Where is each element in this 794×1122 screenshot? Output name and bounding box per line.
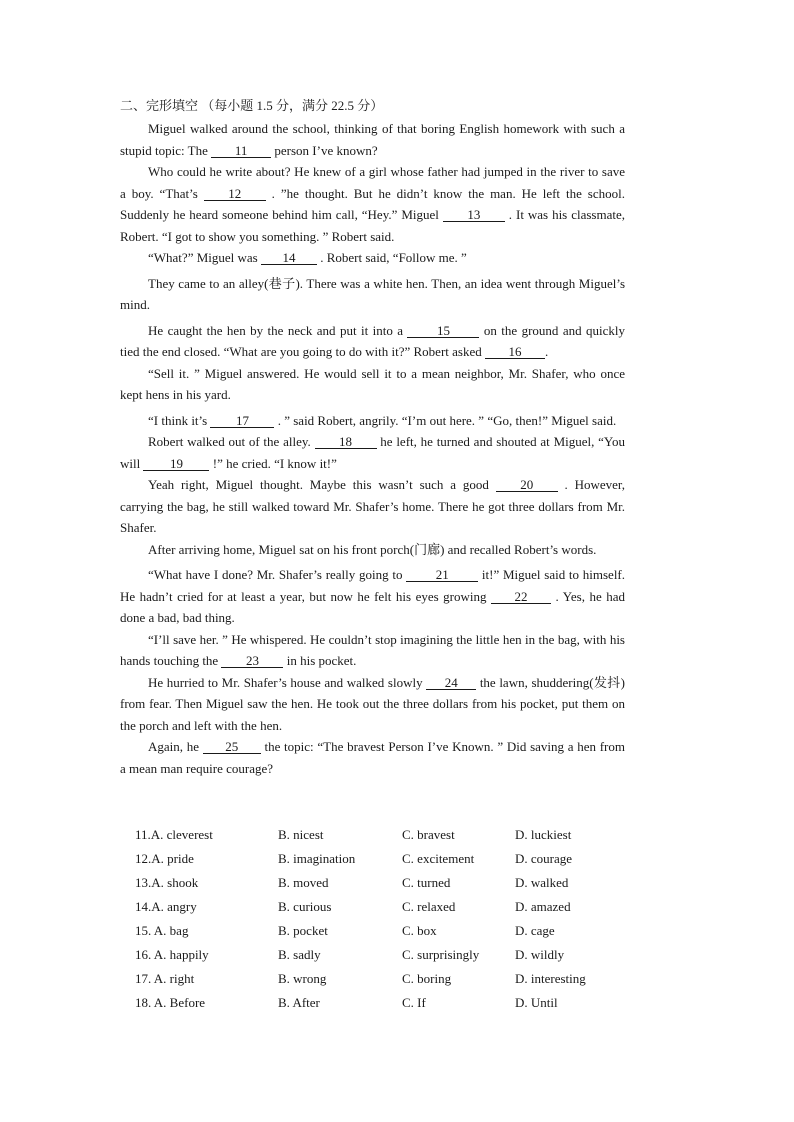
option-choice: D. wildly <box>515 947 565 962</box>
option-choice: B. wrong <box>278 971 327 986</box>
option-choice: C. excitement <box>402 851 475 866</box>
passage-paragraph <box>120 564 625 629</box>
passage-text: . Robert said, “Follow me. ” <box>316 250 467 265</box>
passage-paragraph <box>120 539 625 561</box>
option-choice: D. courage <box>515 851 573 866</box>
passage-text: “What?” Miguel was <box>148 250 261 265</box>
option-choice: D. amazed <box>515 899 571 914</box>
blank-11: 11 <box>211 144 271 158</box>
cloze-passage <box>120 118 625 779</box>
option-choice: D. walked <box>515 875 569 890</box>
option-choice: B. curious <box>278 899 332 914</box>
blank-15: 15 <box>407 324 479 338</box>
option-choice: D. Until <box>515 995 558 1010</box>
option-choice: D. interesting <box>515 971 586 986</box>
passage-text: He caught the hen by the neck and put it into a <box>148 322 408 338</box>
option-row <box>135 919 615 943</box>
passage-paragraph <box>120 118 625 161</box>
blank-18: 18 <box>315 435 377 449</box>
option-row <box>135 967 615 991</box>
option-choice: 17. A. right <box>135 971 195 986</box>
passage-text: Again, he <box>148 739 203 754</box>
option-choice: B. moved <box>278 875 329 890</box>
passage-text: on the ground and quickly tied the end closed. “What are you going to do with it?” Robert asked <box>120 322 625 359</box>
option-row <box>135 991 615 1015</box>
passage-paragraph <box>120 247 625 269</box>
passage-text: Robert walked out of the alley. <box>148 434 315 449</box>
passage-text: “Sell it. ” Miguel answered. He would sell it to a mean neighbor, Mr. Shafer, who once kept hens in his yard. <box>120 365 625 402</box>
passage-text: Miguel walked around the school, thinking of that boring English homework with such a stupid topic: The <box>120 121 625 158</box>
passage-text: !” he cried. “I know it!” <box>209 455 337 471</box>
passage-paragraph <box>120 629 625 672</box>
passage-text: . It was his classmate, Robert. “I got to show you something. ” Robert said. <box>120 207 625 244</box>
passage-text: it!” Miguel said to himself. He hadn’t cried for at least a year, but now he felt his eyes growing <box>120 567 626 604</box>
passage-text: “What have I done? Mr. Shafer’s really going to <box>148 567 407 582</box>
passage-text: “I think it’s <box>148 412 211 428</box>
option-choice: B. After <box>278 995 320 1010</box>
passage-text: the topic: “The bravest Person I’ve Known. ” Did saving a hen from a mean man require courage? <box>120 739 625 776</box>
passage-text: . ”he thought. But he didn’t know the man. He left the school. Suddenly he heard someone behind him call, “Hey.” Miguel <box>120 185 625 222</box>
passage-text: He hurried to Mr. Shafer’s house and walked slowly <box>148 674 427 690</box>
option-row <box>135 823 615 847</box>
passage-text: “I’ll save her. ” He whispered. He couldn’t stop imagining the little hen in the bag, with his hands touching the <box>120 631 625 668</box>
blank-12: 12 <box>204 187 266 201</box>
option-choice: C. bravest <box>402 827 455 842</box>
blank-16: 16 <box>485 345 545 359</box>
option-choice: C. boring <box>402 971 452 986</box>
option-row <box>135 847 615 871</box>
passage-paragraph <box>120 363 625 406</box>
option-choice: 16. A. happily <box>135 947 209 962</box>
blank-22: 22 <box>491 590 551 604</box>
passage-text: Who could he write about? He knew of a girl whose father had jumped in the river to save a boy. “That’s <box>120 164 625 201</box>
option-choice: 11.A. cleverest <box>135 827 213 842</box>
blank-14: 14 <box>261 251 317 265</box>
passage-paragraph <box>120 736 625 779</box>
blank-23: 23 <box>221 654 283 668</box>
option-choice: B. sadly <box>278 947 321 962</box>
passage-text: the lawn, shuddering(发抖) from fear. Then Miguel saw the hen. He took out the three dollars from his pocket, put them on the porch and left with the hen. <box>120 674 625 733</box>
option-choice: C. relaxed <box>402 899 456 914</box>
passage-paragraph <box>120 273 625 316</box>
cloze-section <box>120 96 625 779</box>
option-choice: C. turned <box>402 875 451 890</box>
option-choice: 14.A. angry <box>135 899 197 914</box>
option-choice: B. nicest <box>278 827 324 842</box>
passage-paragraph <box>120 410 625 432</box>
option-choice: C. If <box>402 995 426 1010</box>
option-choice: 18. A. Before <box>135 995 206 1010</box>
option-choice: D. luckiest <box>515 827 572 842</box>
option-choice: B. imagination <box>278 851 356 866</box>
blank-13: 13 <box>443 208 505 222</box>
option-choice: B. pocket <box>278 923 328 938</box>
blank-20: 20 <box>496 478 558 492</box>
blank-19: 19 <box>143 457 209 471</box>
blank-17: 17 <box>210 414 274 428</box>
passage-paragraph <box>120 431 625 474</box>
section-heading: 二、完形填空 （每小题 1.5 分，满分 22.5 分） <box>120 98 384 113</box>
passage-paragraph <box>120 320 625 363</box>
passage-paragraph <box>120 672 625 737</box>
passage-text: . ” said Robert, angrily. “I’m out here. ” “Go, then!” Miguel said. <box>274 412 617 428</box>
passage-text: . However, carrying the bag, he still walked toward Mr. Shafer’s home. There he got three dollars from Mr. Shafer. <box>120 477 625 535</box>
option-choice: D. cage <box>515 923 555 938</box>
passage-paragraph <box>120 474 625 539</box>
passage-text: in his pocket. <box>283 653 357 668</box>
passage-text: . <box>544 344 549 359</box>
passage-text: They came to an alley(巷子). There was a white hen. Then, an idea went through Miguel’s mind. <box>120 275 625 312</box>
blank-24: 24 <box>426 676 476 690</box>
blank-21: 21 <box>406 568 478 582</box>
option-choice: C. box <box>402 923 437 938</box>
option-row <box>135 943 615 967</box>
option-row <box>135 895 615 919</box>
passage-text: he left, he turned and shouted at Miguel, “You will <box>120 434 625 471</box>
option-choice: 13.A. shook <box>135 875 199 890</box>
passage-text: person I’ve known? <box>271 142 378 158</box>
option-choice: 12.A. pride <box>135 851 194 866</box>
passage-paragraph <box>120 161 625 247</box>
passage-text: . Yes, he had done a bad, bad thing. <box>120 588 625 625</box>
passage-text: Yeah right, Miguel thought. Maybe this wasn’t such a good <box>148 477 496 492</box>
blank-25: 25 <box>203 740 261 754</box>
answer-options <box>135 823 615 1015</box>
option-row <box>135 871 615 895</box>
option-choice: C. surprisingly <box>402 947 480 962</box>
option-choice: 15. A. bag <box>135 923 189 938</box>
passage-text: After arriving home, Miguel sat on his front porch(门廊) and recalled Robert’s words. <box>148 541 597 557</box>
